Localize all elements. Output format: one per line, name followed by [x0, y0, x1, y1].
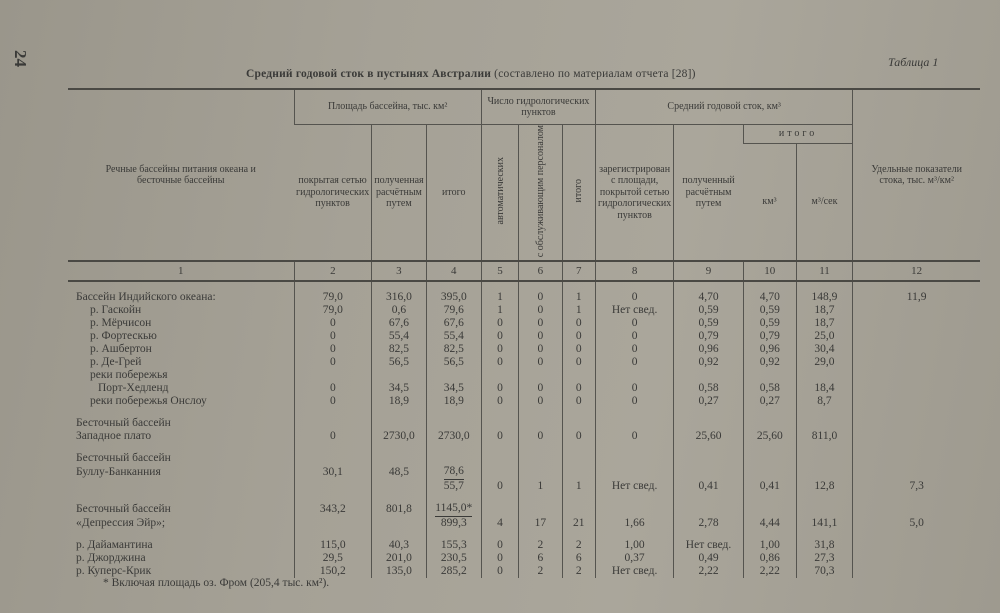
- cell-col-8: 0: [596, 395, 674, 408]
- cell-col-11: [796, 465, 853, 480]
- cell-col-10: [743, 502, 796, 517]
- cell-col-12: [853, 552, 980, 565]
- table-row: [68, 430, 980, 443]
- table-row: [68, 356, 980, 369]
- column-number: 8: [596, 261, 674, 281]
- cell-col-6: 0: [519, 291, 562, 304]
- cell-col-7: [562, 417, 596, 430]
- header-points-group: Число гидрологических пунктов: [481, 89, 595, 125]
- cell-col-8: 0: [596, 343, 674, 356]
- cell-col-6: 0: [519, 304, 562, 317]
- table-row: [68, 480, 980, 493]
- cell-col-7: 0: [562, 356, 596, 369]
- cell-col-6: 2: [519, 539, 562, 552]
- cell-col-11: [796, 502, 853, 517]
- cell-col-8: Нет свед.: [596, 565, 674, 578]
- cell-col-6: 0: [519, 356, 562, 369]
- cell-col-2: 115,0: [294, 539, 372, 552]
- cell-col-9: 4,70: [674, 291, 744, 304]
- cell-col-8: [596, 417, 674, 430]
- cell-col-4: 79,6: [426, 304, 481, 317]
- cell-col-8: 1,00: [596, 539, 674, 552]
- cell-col-2: 79,0: [294, 304, 372, 317]
- table-row: [68, 417, 980, 430]
- cell-col-10: 1,00: [743, 539, 796, 552]
- cell-col-8: 0,37: [596, 552, 674, 565]
- cell-col-12: 5,0: [853, 517, 980, 530]
- cell-col-12: [853, 395, 980, 408]
- column-number: 5: [481, 261, 518, 281]
- cell-col-12: [853, 382, 980, 395]
- cell-col-5: 0: [481, 382, 518, 395]
- cell-col-6: 0: [519, 430, 562, 443]
- column-number: 12: [853, 261, 980, 281]
- cell-col-12: [853, 330, 980, 343]
- cell-col-10: [743, 452, 796, 465]
- cell-col-5: 0: [481, 343, 518, 356]
- caption-title: Средний годовой сток в пустынях Австралии: [246, 68, 492, 80]
- cell-col-7: [562, 502, 596, 517]
- cell-col-4: [426, 502, 481, 517]
- cell-col-11: 18,7: [796, 317, 853, 330]
- cell-col-11: 148,9: [796, 291, 853, 304]
- table-row: [68, 317, 980, 330]
- cell-col-10: 0,92: [743, 356, 796, 369]
- spacer-row: [68, 281, 980, 291]
- cell-col-3: [372, 517, 426, 530]
- cell-col-10: [743, 465, 796, 480]
- cell-col-4: 395,0: [426, 291, 481, 304]
- cell-col-4: [426, 452, 481, 465]
- row-label: [68, 480, 294, 493]
- cell-col-3: [372, 480, 426, 493]
- column-number: 10: [743, 261, 796, 281]
- cell-col-6: 0: [519, 382, 562, 395]
- table-row: [68, 395, 980, 408]
- cell-col-10: 0,59: [743, 304, 796, 317]
- cell-col-8: 0: [596, 356, 674, 369]
- cell-col-8: Нет свед.: [596, 480, 674, 493]
- cell-col-8: 0: [596, 382, 674, 395]
- table-row: [68, 369, 980, 382]
- cell-col-7: 0: [562, 317, 596, 330]
- header-specific: Удельные показатели стока, тыс. м³/км²: [853, 89, 980, 261]
- table-row: [68, 517, 980, 530]
- cell-col-11: [796, 452, 853, 465]
- row-label: р. Гаскойн: [90, 304, 142, 317]
- cell-col-10: 0,86: [743, 552, 796, 565]
- cell-col-8: [596, 465, 674, 480]
- cell-col-7: [562, 465, 596, 480]
- cell-col-11: 27,3: [796, 552, 853, 565]
- underlined-value: 1145,0*: [435, 502, 472, 517]
- table-row: [68, 539, 980, 552]
- cell-col-5: [481, 417, 518, 430]
- header-points-staff: с обслуживающим персоналом: [519, 125, 562, 262]
- header-flow-group: Средний годовой сток, км³: [596, 89, 853, 125]
- cell-col-8: Нет свед.: [596, 304, 674, 317]
- spacer-row: [68, 443, 980, 452]
- cell-col-4: 155,3: [426, 539, 481, 552]
- cell-col-11: 29,0: [796, 356, 853, 369]
- cell-col-5: 0: [481, 430, 518, 443]
- cell-col-5: 0: [481, 330, 518, 343]
- cell-col-11: [796, 417, 853, 430]
- cell-col-6: 0: [519, 395, 562, 408]
- cell-col-2: 0: [294, 382, 372, 395]
- cell-col-6: 1: [519, 480, 562, 493]
- cell-col-3: [372, 452, 426, 465]
- cell-col-6: 0: [519, 317, 562, 330]
- cell-col-2: 0: [294, 317, 372, 330]
- cell-col-9: 25,60: [674, 430, 744, 443]
- cell-col-2: 0: [294, 430, 372, 443]
- cell-col-9: [674, 502, 744, 517]
- underlined-value: 78,6: [444, 465, 464, 480]
- column-number: 6: [519, 261, 562, 281]
- cell-col-9: 0,27: [674, 395, 744, 408]
- cell-col-5: 0: [481, 480, 518, 493]
- cell-col-10: 0,41: [743, 480, 796, 493]
- cell-col-3: [372, 369, 426, 382]
- column-number: 9: [674, 261, 744, 281]
- cell-col-2: 29,5: [294, 552, 372, 565]
- cell-col-4: 67,6: [426, 317, 481, 330]
- table-row: [68, 452, 980, 465]
- row-label: р. Дайамантина: [76, 539, 153, 552]
- cell-col-8: 0: [596, 330, 674, 343]
- cell-col-3: 316,0: [372, 291, 426, 304]
- cell-col-2: 0: [294, 343, 372, 356]
- cell-col-11: 18,4: [796, 382, 853, 395]
- cell-col-10: 0,27: [743, 395, 796, 408]
- row-label: р. Фортескью: [90, 330, 157, 343]
- cell-col-7: 0: [562, 330, 596, 343]
- cell-col-2: 343,2: [294, 502, 372, 517]
- cell-col-7: 1: [562, 304, 596, 317]
- cell-col-9: 0,96: [674, 343, 744, 356]
- cell-col-7: 6: [562, 552, 596, 565]
- cell-col-2: [294, 480, 372, 493]
- cell-col-12: [853, 502, 980, 517]
- cell-col-5: [481, 465, 518, 480]
- cell-col-7: 2: [562, 565, 596, 578]
- column-number-row: [68, 261, 980, 281]
- cell-col-12: [853, 304, 980, 317]
- spacer-row: [68, 493, 980, 502]
- cell-col-4: 55,4: [426, 330, 481, 343]
- row-label: р. Де-Грей: [90, 356, 142, 369]
- cell-col-3: 56,5: [372, 356, 426, 369]
- cell-col-12: [853, 417, 980, 430]
- cell-col-10: 0,59: [743, 317, 796, 330]
- cell-col-2: 30,1: [294, 465, 372, 480]
- cell-col-3: 55,4: [372, 330, 426, 343]
- cell-col-9: [674, 452, 744, 465]
- header-area-covered: покрытая сетью гидрологических пунктов: [294, 125, 372, 262]
- cell-col-11: 141,1: [796, 517, 853, 530]
- cell-col-6: 17: [519, 517, 562, 530]
- cell-col-3: [372, 417, 426, 430]
- row-label: Бесточный бассейн: [76, 503, 171, 516]
- cell-col-8: 0: [596, 317, 674, 330]
- row-label: Порт-Хедленд: [98, 382, 169, 395]
- cell-col-7: [562, 369, 596, 382]
- table-row: [68, 465, 980, 480]
- header-flow-total-group: итого: [743, 125, 852, 144]
- cell-col-9: 0,59: [674, 304, 744, 317]
- table-row: [68, 382, 980, 395]
- cell-col-4: 56,5: [426, 356, 481, 369]
- spacer-row: [68, 530, 980, 539]
- cell-col-12: [853, 465, 980, 480]
- cell-col-9: Нет свед.: [674, 539, 744, 552]
- cell-col-7: 1: [562, 480, 596, 493]
- cell-col-2: [294, 517, 372, 530]
- header-basins: Речные бассейны питания океана и бесточные бассейны: [68, 89, 294, 261]
- cell-col-11: 25,0: [796, 330, 853, 343]
- cell-col-8: 1,66: [596, 517, 674, 530]
- column-number: 11: [796, 261, 853, 281]
- header-area-total: итого: [426, 125, 481, 262]
- cell-col-3: 0,6: [372, 304, 426, 317]
- column-number: 2: [294, 261, 372, 281]
- cell-col-11: 18,7: [796, 304, 853, 317]
- cell-col-12: [853, 539, 980, 552]
- cell-col-4: 18,9: [426, 395, 481, 408]
- cell-col-9: 0,92: [674, 356, 744, 369]
- cell-col-11: 811,0: [796, 430, 853, 443]
- cell-col-6: 6: [519, 552, 562, 565]
- cell-col-11: 8,7: [796, 395, 853, 408]
- cell-col-6: 0: [519, 343, 562, 356]
- cell-col-2: [294, 452, 372, 465]
- cell-col-2: [294, 369, 372, 382]
- table-row: [68, 552, 980, 565]
- column-number: 3: [372, 261, 426, 281]
- cell-col-9: 0,49: [674, 552, 744, 565]
- cell-col-5: 0: [481, 539, 518, 552]
- table-row: [68, 304, 980, 317]
- cell-col-4: 55,7: [426, 480, 481, 493]
- cell-col-10: 4,70: [743, 291, 796, 304]
- cell-col-12: [853, 430, 980, 443]
- cell-col-7: 21: [562, 517, 596, 530]
- cell-col-4: 2730,0: [426, 430, 481, 443]
- spacer-row: [68, 408, 980, 417]
- cell-col-6: [519, 502, 562, 517]
- cell-col-10: 0,79: [743, 330, 796, 343]
- column-number: 4: [426, 261, 481, 281]
- cell-col-5: 1: [481, 291, 518, 304]
- header-flow-registered: зарегистрирован с площади, покрытой сетью гидрологических пунктов: [596, 125, 674, 262]
- cell-col-6: [519, 452, 562, 465]
- cell-col-9: [674, 417, 744, 430]
- row-label: «Депрессия Эйр»;: [76, 517, 166, 530]
- cell-col-3: 801,8: [372, 502, 426, 517]
- cell-col-7: 0: [562, 343, 596, 356]
- cell-col-10: 0,58: [743, 382, 796, 395]
- cell-col-2: 0: [294, 330, 372, 343]
- cell-col-5: [481, 452, 518, 465]
- cell-col-5: 1: [481, 304, 518, 317]
- cell-col-10: 0,96: [743, 343, 796, 356]
- header-points-total: итого: [562, 125, 596, 262]
- cell-col-5: 0: [481, 565, 518, 578]
- header-flow-calc: полученный расчётным путем: [674, 125, 744, 262]
- cell-col-9: 2,22: [674, 565, 744, 578]
- cell-col-5: 0: [481, 317, 518, 330]
- cell-col-7: 2: [562, 539, 596, 552]
- cell-col-7: 0: [562, 382, 596, 395]
- cell-col-4: 82,5: [426, 343, 481, 356]
- page-number: 24: [11, 50, 30, 67]
- cell-col-11: [796, 369, 853, 382]
- row-label: Бесточный бассейн: [76, 452, 171, 465]
- cell-col-6: [519, 465, 562, 480]
- cell-col-2: 0: [294, 395, 372, 408]
- row-label: р. Джорджина: [76, 552, 146, 565]
- cell-col-11: 31,8: [796, 539, 853, 552]
- table-caption: [246, 68, 696, 80]
- cell-col-10: [743, 369, 796, 382]
- cell-col-3: 40,3: [372, 539, 426, 552]
- table-label: Таблица 1: [888, 55, 939, 69]
- cell-col-3: 82,5: [372, 343, 426, 356]
- cell-col-10: 2,22: [743, 565, 796, 578]
- cell-col-4: 285,2: [426, 565, 481, 578]
- cell-col-8: [596, 452, 674, 465]
- cell-col-2: 79,0: [294, 291, 372, 304]
- cell-col-12: [853, 452, 980, 465]
- cell-col-7: [562, 452, 596, 465]
- cell-col-12: [853, 369, 980, 382]
- cell-col-5: [481, 369, 518, 382]
- cell-col-9: [674, 369, 744, 382]
- table-row: [68, 343, 980, 356]
- cell-col-3: 67,6: [372, 317, 426, 330]
- column-number: 1: [68, 261, 294, 281]
- row-label: р. Ашбертон: [90, 343, 152, 356]
- row-label: р. Куперс-Крик: [76, 565, 152, 578]
- cell-col-11: 12,8: [796, 480, 853, 493]
- header-area-calc: полученная расчётным путем: [372, 125, 426, 262]
- cell-col-5: 0: [481, 552, 518, 565]
- cell-col-9: 0,41: [674, 480, 744, 493]
- cell-col-6: [519, 417, 562, 430]
- cell-col-9: 2,78: [674, 517, 744, 530]
- cell-col-4: [426, 417, 481, 430]
- cell-col-8: 0: [596, 430, 674, 443]
- cell-col-5: [481, 502, 518, 517]
- table-row: [68, 502, 980, 517]
- cell-col-4: 34,5: [426, 382, 481, 395]
- cell-col-7: 0: [562, 395, 596, 408]
- footnote: * Включая площадь оз. Фром (205,4 тыс. км²).: [103, 577, 330, 589]
- cell-col-12: [853, 343, 980, 356]
- cell-col-5: 0: [481, 356, 518, 369]
- column-number: 7: [562, 261, 596, 281]
- cell-col-12: 11,9: [853, 291, 980, 304]
- header-points-auto: автоматических: [481, 125, 518, 262]
- cell-col-5: 4: [481, 517, 518, 530]
- table-row: [68, 291, 980, 304]
- cell-col-9: 0,58: [674, 382, 744, 395]
- row-label: реки побережья: [90, 369, 168, 382]
- row-label: Западное плато: [76, 430, 152, 443]
- cell-col-8: [596, 502, 674, 517]
- row-label: Бесточный бассейн: [76, 417, 171, 430]
- cell-col-12: [853, 565, 980, 578]
- cell-col-3: 34,5: [372, 382, 426, 395]
- row-label: р. Мёрчисон: [90, 317, 152, 330]
- cell-col-3: 48,5: [372, 465, 426, 480]
- caption-source: (составлено по материалам отчета [28]): [491, 68, 696, 80]
- cell-col-9: 0,79: [674, 330, 744, 343]
- table-row: [68, 330, 980, 343]
- cell-col-5: 0: [481, 395, 518, 408]
- cell-col-3: 135,0: [372, 565, 426, 578]
- cell-col-6: 2: [519, 565, 562, 578]
- cell-col-3: 201,0: [372, 552, 426, 565]
- cell-col-4: 230,5: [426, 552, 481, 565]
- cell-col-2: [294, 417, 372, 430]
- cell-col-9: [674, 465, 744, 480]
- cell-col-4: 899,3: [426, 517, 481, 530]
- header-flow-m3s: м³/сек: [796, 144, 853, 262]
- cell-col-9: 0,59: [674, 317, 744, 330]
- cell-col-4: [426, 369, 481, 382]
- cell-col-12: [853, 317, 980, 330]
- cell-col-3: 18,9: [372, 395, 426, 408]
- cell-col-4: [426, 465, 481, 480]
- cell-col-8: [596, 369, 674, 382]
- cell-col-10: [743, 417, 796, 430]
- row-label: Буллу-Банканния: [76, 466, 161, 479]
- cell-col-11: 70,3: [796, 565, 853, 578]
- cell-col-12: [853, 356, 980, 369]
- table-body: [68, 281, 980, 578]
- cell-col-8: 0: [596, 291, 674, 304]
- row-label: реки побережья Онслоу: [90, 395, 207, 408]
- cell-col-11: 30,4: [796, 343, 853, 356]
- header-flow-km3: км³: [743, 144, 796, 262]
- cell-col-7: 0: [562, 430, 596, 443]
- cell-col-12: 7,3: [853, 480, 980, 493]
- runoff-table: [68, 88, 980, 578]
- header-area-group: Площадь бассейна, тыс. км²: [294, 89, 481, 125]
- cell-col-10: 25,60: [743, 430, 796, 443]
- cell-col-7: 1: [562, 291, 596, 304]
- cell-col-3: 2730,0: [372, 430, 426, 443]
- row-label: Бассейн Индийского океана:: [76, 291, 216, 304]
- cell-col-6: [519, 369, 562, 382]
- cell-col-10: 4,44: [743, 517, 796, 530]
- cell-col-2: 150,2: [294, 565, 372, 578]
- cell-col-6: 0: [519, 330, 562, 343]
- cell-col-2: 0: [294, 356, 372, 369]
